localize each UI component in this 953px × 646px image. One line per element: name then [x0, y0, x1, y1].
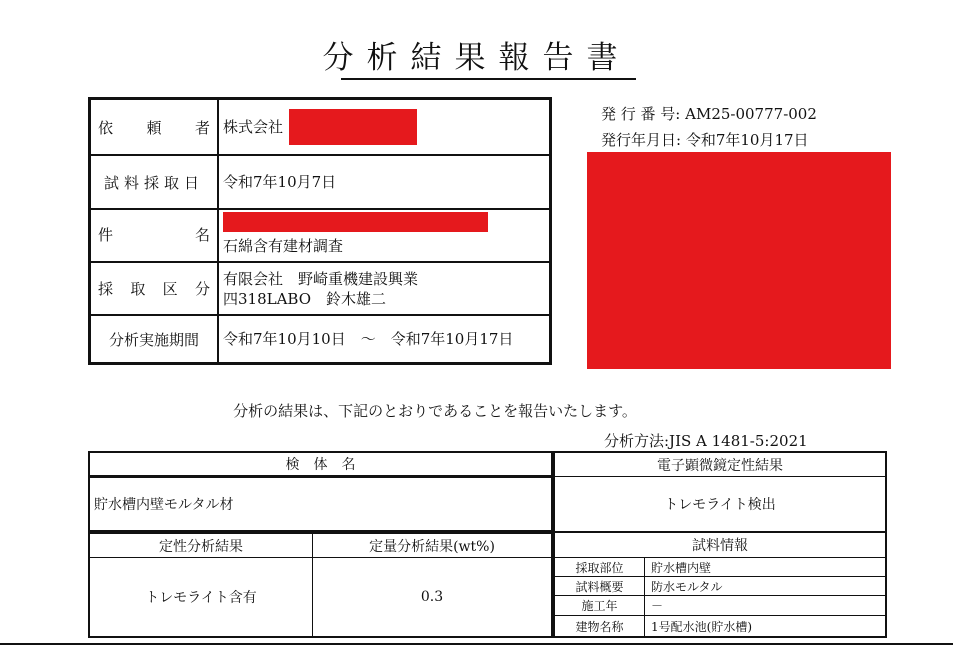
sample-date-value: 令和7年10月7日 [223, 173, 337, 191]
sample-info-label: 採取部位 [553, 557, 645, 577]
microscopy-header: 電子顕微鏡定性結果 [553, 451, 887, 477]
subject-value: 石綿含有建材調査 [223, 237, 344, 255]
quantitative-header: 定量分析結果(wt%) [312, 532, 553, 558]
specimen-header: 検 体 名 [88, 451, 553, 477]
collection-row [91, 261, 549, 314]
sample-info-label: 試料概要 [553, 576, 645, 596]
sample-info-value: － [644, 595, 887, 616]
collection-line1: 有限会社 野崎重機建設興業 [223, 269, 419, 288]
issue-number: 発 行 番 号: AM25-00777-002 [601, 105, 817, 123]
sample-info-value: 防水モルタル [644, 576, 887, 596]
sample-info-label: 建物名称 [553, 615, 645, 638]
redaction-block [587, 152, 891, 369]
microscopy-value: トレモライト検出 [553, 476, 887, 532]
client-redaction [289, 109, 417, 145]
title-underline [341, 78, 636, 80]
sample-info-label: 施工年 [553, 595, 645, 616]
sample-info-value: 1号配水池(貯水槽) [644, 615, 887, 638]
period-label: 分析実施期間 [91, 316, 219, 362]
issue-date: 発行年月日: 令和7年10月17日 [601, 131, 809, 149]
subject-label: 件 名 [91, 210, 219, 261]
qualitative-header: 定性分析結果 [88, 532, 313, 558]
client-label: 依 頼 者 [91, 100, 219, 154]
period-row [91, 314, 549, 362]
sample-date-label: 試料採取日 [91, 156, 219, 208]
request-info-table [88, 97, 552, 365]
qualitative-value: トレモライト含有 [88, 557, 313, 638]
specimen-value: 貯水槽内壁モルタル材 [88, 476, 553, 532]
report-statement: 分析の結果は、下記のとおりであることを報告いたします。 [233, 402, 637, 420]
client-value: 株式会社 [223, 118, 284, 136]
sample-info-header: 試料情報 [553, 532, 887, 558]
analysis-method: 分析方法:JIS A 1481-5:2021 [604, 432, 808, 450]
client-row [91, 100, 549, 154]
period-value: 令和7年10月10日 ～ 令和7年10月17日 [223, 330, 514, 348]
sample-info-value: 貯水槽内壁 [644, 557, 887, 577]
subject-redaction [223, 212, 488, 232]
collection-label: 採 取 区 分 [91, 263, 219, 314]
document-title: 分析結果報告書 [322, 40, 631, 76]
page-bottom-border [0, 643, 953, 645]
quantitative-value: 0.3 [312, 557, 553, 638]
subject-row [91, 208, 549, 261]
collection-line2: 四318LABO 鈴木雄二 [223, 289, 387, 308]
sample-date-row [91, 154, 549, 208]
